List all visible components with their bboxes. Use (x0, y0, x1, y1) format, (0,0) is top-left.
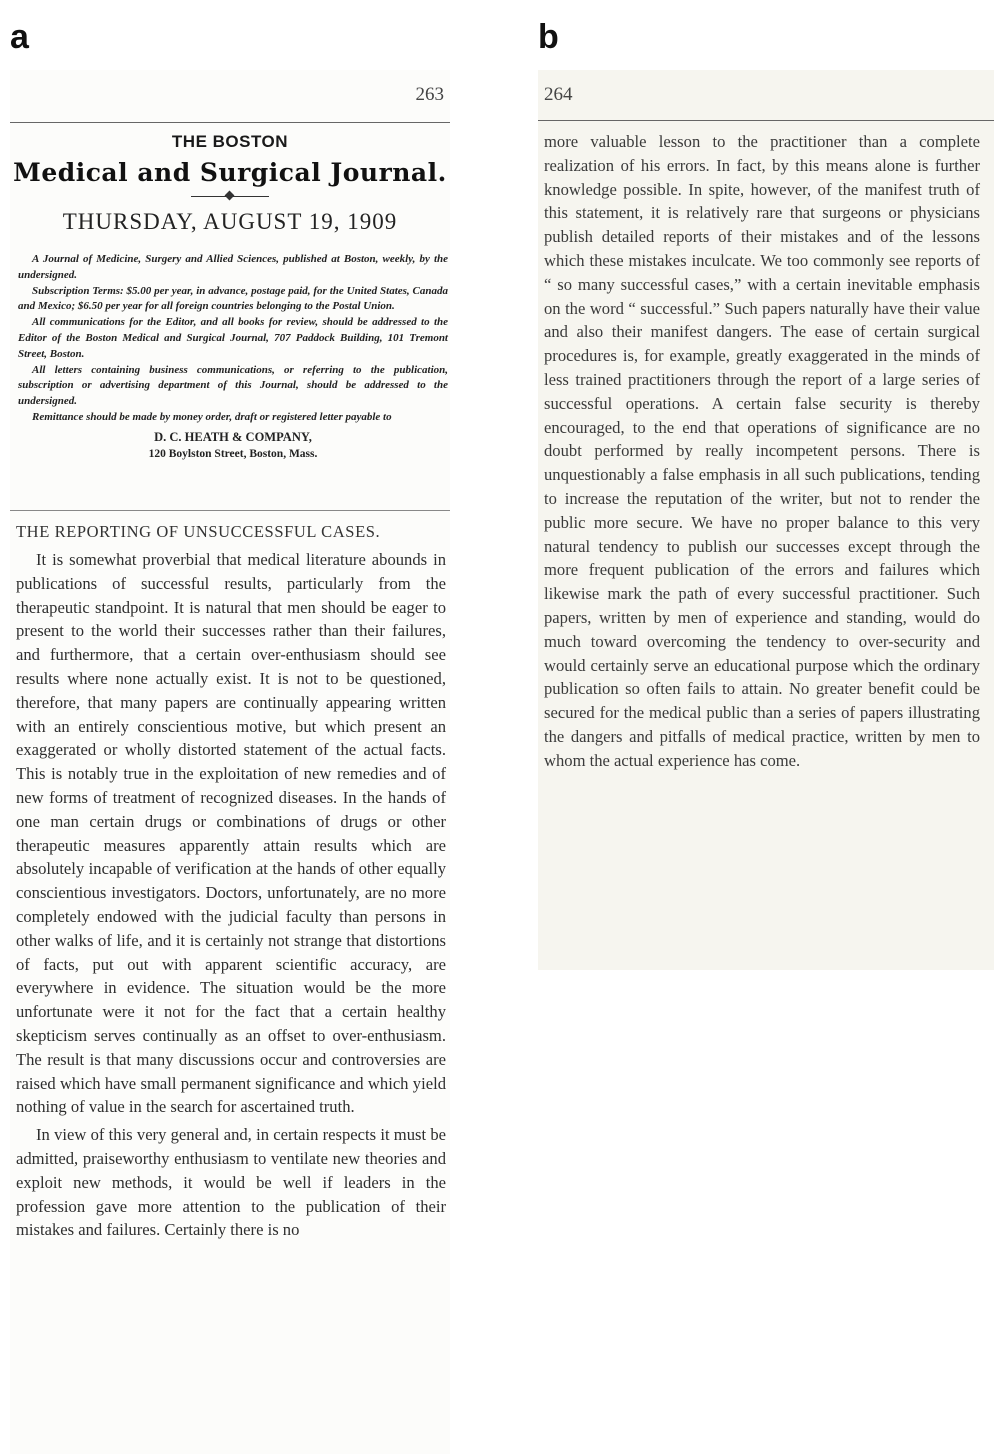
subscription-info (18, 252, 448, 463)
journal-description: A Journal of Medicine, Surgery and Allied Sciences, published at Boston, weekly, by the undersigned. (18, 253, 448, 281)
publisher-address: 120 Boylston Street, Boston, Mass. (148, 447, 318, 460)
masthead-top-line: THE BOSTON (171, 132, 289, 151)
panel-label-b: b (538, 18, 559, 56)
article-heading: THE REPORTING OF UNSUCCESSFUL CASES. (16, 522, 381, 541)
page-number: 263 (415, 84, 444, 105)
remittance-note: Remittance should be made by money order, draft or registered letter payable to (32, 410, 392, 423)
editor-communications: All communications for the Editor, and all books for review, should be addressed to the Editor of the Boston Medical and Surgical Journal, 707 Paddock Building, 101 Tremont Street, Boston. (18, 316, 448, 360)
issue-date: THURSDAY, AUGUST 19, 1909 (62, 209, 398, 234)
publisher-name: D. C. HEATH & COMPANY, (154, 429, 312, 444)
paragraph: In view of this very general and, in certain respects it must be admitted, praiseworthy enthusiasm to ventilate new theories and exploit new methods, it would be well if leaders in the profession gave more attention to the publication of their mistakes and failures. Certainly there is no (16, 1125, 446, 1240)
article-body (16, 548, 446, 1242)
section-rule (10, 510, 450, 511)
paragraph: more valuable lesson to the practitioner than a complete realization of his errors. In fact, by this means alone is further knowledge possible. In spite, however, of the manifest truth of this statement, it is relatively rare that surgeons or physicians publish detailed reports of their mistakes and of the lessons which these mistakes inculcate. We too commonly see reports of “ so many successful cases,” with a certain inevitable emphasis on the word “ successful.” Such papers naturally have their value and also their manifest dangers. The ease of certain surgical procedures is, for example, greatly exaggerated in the minds of less trained practitioners through the report of a large series of successful operations. A certain false security is thereby encouraged, to the end that operations of significance are no doubt performed by really incompetent persons. There is unquestionably a false emphasis in all such publications, tending to increase the reputation of the writer, but not to render the public more secure. We have no proper balance to this very natural tendency to publish our successes except through the more frequent publication of the errors and failures which likewise mark the path of every successful practitioner. Such papers, written by men of experience and standing, would do much toward overcoming the tendency to over-security and would certainly serve an educational purpose which the ordinary publication so often fails to attain. No greater benefit could be secured for the medical public than a series of papers illustrating the dangers and pitfalls of medical practice, written by men to whom the actual experience has come. (544, 132, 980, 770)
paragraph: It is somewhat proverbial that medical literature abounds in publications of successful results, particularly from the therapeutic standpoint. It is natural that men should be eager to present to the world their successes rather than their failures, and furthermore, that a certain over-enthusiasm should see results where none actually exist. It is not to be questioned, therefore, that many papers are continually appearing written with an entirely conscientious motive, but which present an exaggerated or wholly distorted statement of the actual facts. This is notably true in the exploitation of new remedies and of new forms of treatment of recognized diseases. In the hands of one man certain drugs or combinations of drugs or other therapeutic measures apparently attain results which are absolutely incapable of verification at the hands of other equally conscientious investigators. Doctors, unfortunately, are no more completely endowed with the judicial faculty than persons in other walks of life, and it is certainly not strange that distortions of facts, put out with apparent scientific accuracy, are everywhere in evidence. The situation would be the more unfortunate were it not for the fact that a certain healthy skepticism serves continually as an offset to over-enthusiasm. The result is that many discussions occur and controversies are raised which have small permanent significance and which yield nothing of value in the search for ascertained truth. (16, 550, 446, 1117)
panel-label-a: a (10, 18, 29, 56)
subscription-terms: Subscription Terms: $5.00 per year, in advance, postage paid, for the United States, Canada and Mexico; $6.50 per year for all foreign countries belonging to the Postal Union. (18, 284, 448, 313)
business-communications: All letters containing business communications, or referring to the publication, subscription or advertising department of this Journal, should be addressed to the undersigned. (18, 363, 448, 408)
article-body-continued (544, 130, 980, 773)
ornament-divider (191, 191, 269, 201)
header-rule (10, 122, 450, 123)
page-number: 264 (544, 84, 573, 105)
header-rule (538, 120, 994, 121)
journal-title: Medical and Surgical Journal. (13, 158, 447, 187)
journal-page-263 (10, 70, 450, 1454)
journal-page-264 (538, 70, 994, 970)
masthead (10, 132, 450, 235)
